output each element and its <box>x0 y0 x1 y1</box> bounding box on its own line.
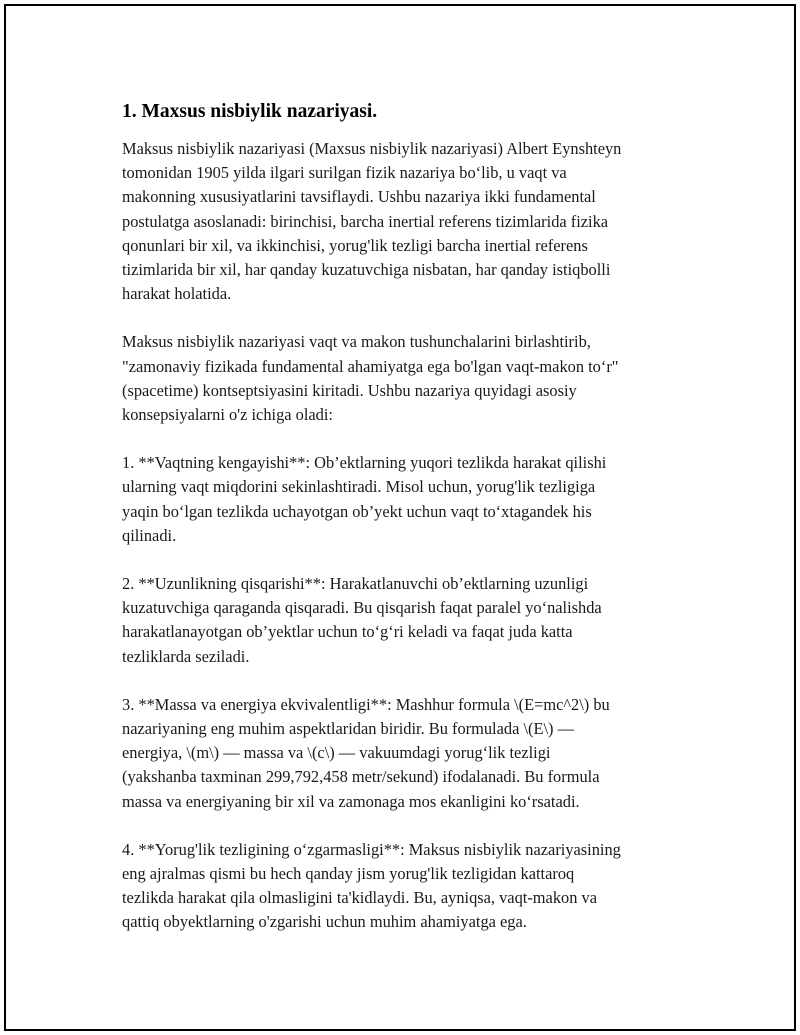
text-line: tomonidan 1905 yilda ilgari surilgan fizik nazariya bo‘lib, u vaqt va <box>122 163 567 183</box>
paragraph <box>122 693 702 814</box>
text-line: qilinadi. <box>122 525 177 545</box>
text-line: harakat holatida. <box>122 284 232 304</box>
text-line: konsepsiyalarni o'z ichiga oladi: <box>122 405 333 425</box>
text-line: 2. **Uzunlikning qisqarishi**: Harakatlanuvchi ob’ektlarning uzunligi <box>122 574 589 594</box>
text-line: energiya, \(m\) — massa va \(c\) — vakuumdagi yorug‘lik tezligi <box>122 743 551 763</box>
text-line: makonning xususiyatlarini tavsiflaydi. Ushbu nazariya ikki fundamental <box>122 187 596 207</box>
text-line: (yakshanba taxminan 299,792,458 metr/sekund) ifodalanadi. Bu formula <box>122 767 600 787</box>
text-line: 1. **Vaqtning kengayishi**: Ob’ektlarning yuqori tezlikda harakat qilishi <box>122 453 607 473</box>
document-title: 1. Maxsus nisbiylik nazariyasi. <box>122 101 378 122</box>
text-line: qonunlari bir xil, va ikkinchisi, yorug'lik tezligi barcha inertial referens <box>122 235 588 255</box>
paragraph <box>122 137 702 306</box>
page-content <box>122 97 702 959</box>
paragraph-list <box>122 137 702 935</box>
text-line: 3. **Massa va energiya ekvivalentligi**: Mashhur formula \(E=mc^2\) bu <box>122 694 610 714</box>
page-frame <box>4 4 796 1031</box>
text-line: massa va energiyaning bir xil va zamonaga mos ekanligini ko‘rsatadi. <box>122 791 580 811</box>
text-line: tezliklarda seziladi. <box>122 646 250 666</box>
text-line: 4. **Yorug'lik tezligining o‘zgarmasligi**: Maksus nisbiylik nazariyasining <box>122 839 621 859</box>
text-line: tezlikda harakat qila olmasligini ta'kidlaydi. Bu, ayniqsa, vaqt-makon va <box>122 888 597 908</box>
text-line: postulatga asoslanadi: birinchisi, barcha inertial referens tizimlarida fizika <box>122 211 609 231</box>
text-line: qattiq obyektlarning o'zgarishi uchun muhim ahamiyatga ega. <box>122 912 527 932</box>
paragraph <box>122 838 702 935</box>
text-line: Maksus nisbiylik nazariyasi vaqt va makon tushunchalarini birlashtirib, <box>122 332 591 352</box>
text-line: eng ajralmas qismi bu hech qanday jism yorug'lik tezligidan kattaroq <box>122 864 575 884</box>
text-line: Maksus nisbiylik nazariyasi (Maxsus nisbiylik nazariyasi) Albert Eynshteyn <box>122 139 622 158</box>
text-line: kuzatuvchiga qaraganda qisqaradi. Bu qisqarish faqat paralel yo‘nalishda <box>122 598 602 618</box>
text-line: (spacetime) kontseptsiyasini kiritadi. Ushbu nazariya quyidagi asosiy <box>122 380 577 400</box>
text-line: tizimlarida bir xil, har qanday kuzatuvchiga nisbatan, har qanday istiqbolli <box>122 260 611 280</box>
text-line: harakatlanayotgan ob’yektlar uchun to‘g‘ri keladi va faqat juda katta <box>122 622 573 642</box>
text-line: "zamonaviy fizikada fundamental ahamiyatga ega bo'lgan vaqt-makon to‘r" <box>122 356 619 376</box>
text-line: nazariyaning eng muhim aspektlaridan biridir. Bu formulada \(E\) — <box>122 719 574 739</box>
paragraph <box>122 572 702 669</box>
text-line: yaqin bo‘lgan tezlikda uchayotgan ob’yekt uchun vaqt to‘xtagandek his <box>122 501 592 521</box>
text-line: ularning vaqt miqdorini sekinlashtiradi. Misol uchun, yorug'lik tezligiga <box>122 477 596 497</box>
paragraph <box>122 330 702 427</box>
paragraph <box>122 451 702 548</box>
